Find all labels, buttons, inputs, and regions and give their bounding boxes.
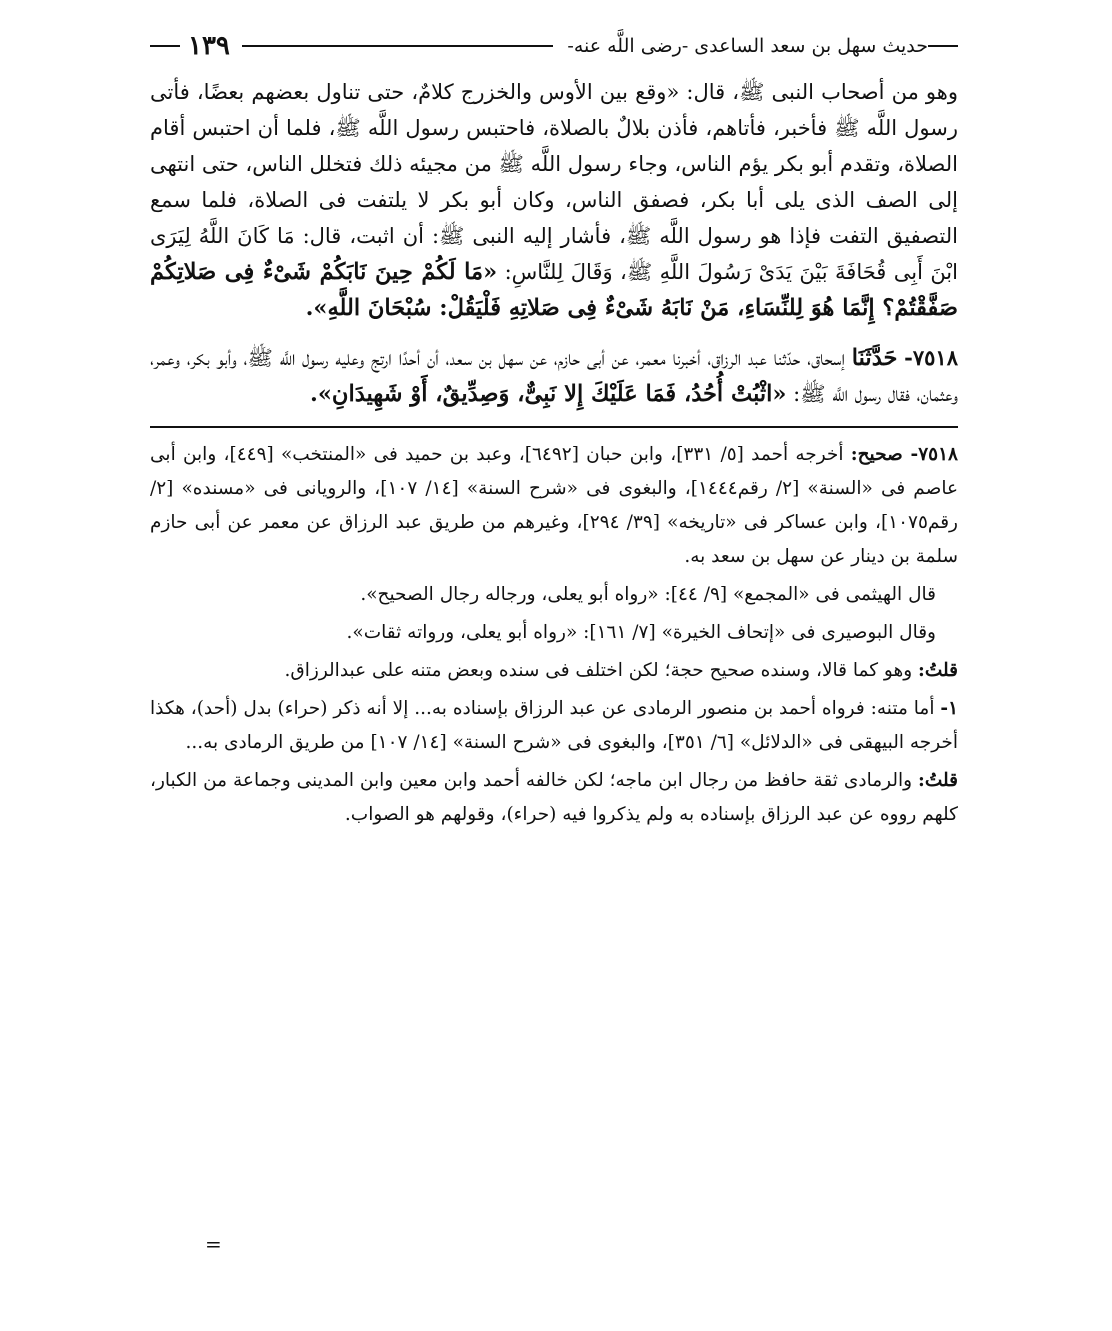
qult-text-2: والرمادى ثقة حافظ من رجال ابن ماجه؛ لكن خالفه أحمد وابن معين وابن المدينى وجماعة من الكبار، كلهم رووه عن عبد الرزاق بإسناده به ولم يذكروا فيه (حراء)، وقولهم هو الصواب. [150, 770, 958, 825]
header-title: حديث سهل بن سعد الساعدى -رضى اللَّه عنه- [567, 35, 928, 57]
footnote-divider [150, 426, 958, 428]
hadith-number: ٧٥١٨- [904, 345, 958, 370]
running-header [150, 22, 958, 70]
hadith-7517-quote: «مَا لَكُمْ حِينَ نَابَكُمْ شَىْءٌ فِى صَلاتِكُمْ صَفَّقْتُمْ؟ إِنَّمَا هُوَ لِلنِّسَاءِ، مَنْ نَابَهُ شَىْءٌ فِى صَلاتِهِ فَلْيَقُلْ: سُبْحَانَ اللَّهِ». [150, 259, 958, 321]
hadith-7518-quote: «اثْبُتْ أُحُدُ، فَمَا عَلَيْكَ إِلا نَبِىٌّ، وَصِدِّيقٌ، أَوْ شَهِيدَانِ». [310, 381, 787, 407]
item-1-number: ١- [940, 698, 958, 719]
hadith-7517-text: وهو من أصحاب النبى ﷺ، قال: «وقع بين الأوس والخزرج كلامٌ، حتى تناول بعضهم بعضًا، فأتى رسول اللَّه ﷺ فأخبر، فأتاهم، فأذن بلالٌ بالصلاة، فاحتبس رسول اللَّه ﷺ، فلما أن احتبس أقام الصلاة، وتقدم أبو بكر يؤم الناس، وجاء رسول اللَّه ﷺ من مجيئه ذلك فتخلل الناس، حتى انتهى إلى الصف الذى يلى أبا بكر، فصفق الناس، وكان أبو بكر لا يلتفت فى الصلاة، فلما سمع التصفيق التفت فإذا هو رسول اللَّه ﷺ، فأشار إليه النبى ﷺ: أن اثبت، قال: مَا كَانَ اللَّهُ لِيَرَى ابْنَ أَبِى قُحَافَةَ بَيْنَ يَدَىْ رَسُولَ اللَّهِ ﷺ، وَقَالَ لِلنَّاسِ: [150, 80, 958, 284]
header-rule-right [928, 45, 958, 47]
qult-label-1: قلتُ: [918, 660, 958, 681]
header-rule [242, 45, 554, 47]
item-1-text: أما متنه: فرواه أحمد بن منصور الرمادى عن عبد الرزاق بإسناده به... إلا أنه ذكر (حراء) بدل (أحد)، هكذا أخرجه البيهقى فى «الدلائل» [٦/ ٣٥١]، والبغوى فى «شرح السنة» [١٤/ ١٠٧] من طريق الرمادى به... [150, 698, 958, 753]
hadith-7518-text: إسحاق، حدّثنا عبد الرزاق، أخبرنا معمر، عن أبى حازم، عن سهل بن سعد، أن أحدًا ارتج وعليه رسول اللَّه ﷺ، وأبو بكر، وعمر، وعثمان، فقال رسول اللَّه ﷺ: [150, 346, 958, 406]
haddathana-word: حَدَّثَنَا [851, 345, 898, 371]
main-text [150, 74, 958, 412]
note-qult-2 [150, 764, 958, 832]
note-7518-text: أخرجه أحمد [٥/ ٣٣١]، وابن حبان [٦٤٩٢]، وعبد بن حميد فى «المنتخب» [٤٤٩]، وابن أبى عاصم فى «السنة» [٢/ رقم١٤٤٤]، والبغوى فى «شرح السنة» [١٤/ ١٠٧]، والرويانى فى «مسنده» [٢/ رقم١٠٧٥]، وابن عساكر فى «تاريخه» [٣٩/ ٢٩٤]، وغيرهم من طريق عبد الرزاق عن معمر عن أبى حازم سلمة بن دينار عن سهل بن سعد به. [150, 444, 958, 567]
footnotes [150, 438, 958, 832]
hadith-7517-body [150, 74, 958, 326]
note-qult-1 [150, 654, 958, 688]
note-7518 [150, 438, 958, 574]
note-busiri: وقال البوصيرى فى «إتحاف الخيرة» [٧/ ١٦١]: «رواه أبو يعلى، ورواته ثقات». [346, 622, 936, 643]
note-haythami: قال الهيثمى فى «المجمع» [٩/ ٤٤]: «رواه أبو يعلى، ورجاله رجال الصحيح». [360, 584, 936, 605]
hadith-7518-body [150, 340, 958, 412]
end-mark: = [205, 1232, 222, 1256]
qult-text-1: وهو كما قالا، وسنده صحيح حجة؛ لكن اختلف فى سنده وبعض متنه على عبدالرزاق. [284, 660, 913, 681]
note-7518-head: ٧٥١٨- صحيح: [850, 444, 958, 465]
page [150, 22, 958, 832]
page-number: ١٣٩ [188, 31, 230, 61]
note-item-1 [150, 692, 958, 760]
qult-label-2: قلتُ: [918, 770, 958, 791]
header-rule-left [150, 45, 180, 47]
